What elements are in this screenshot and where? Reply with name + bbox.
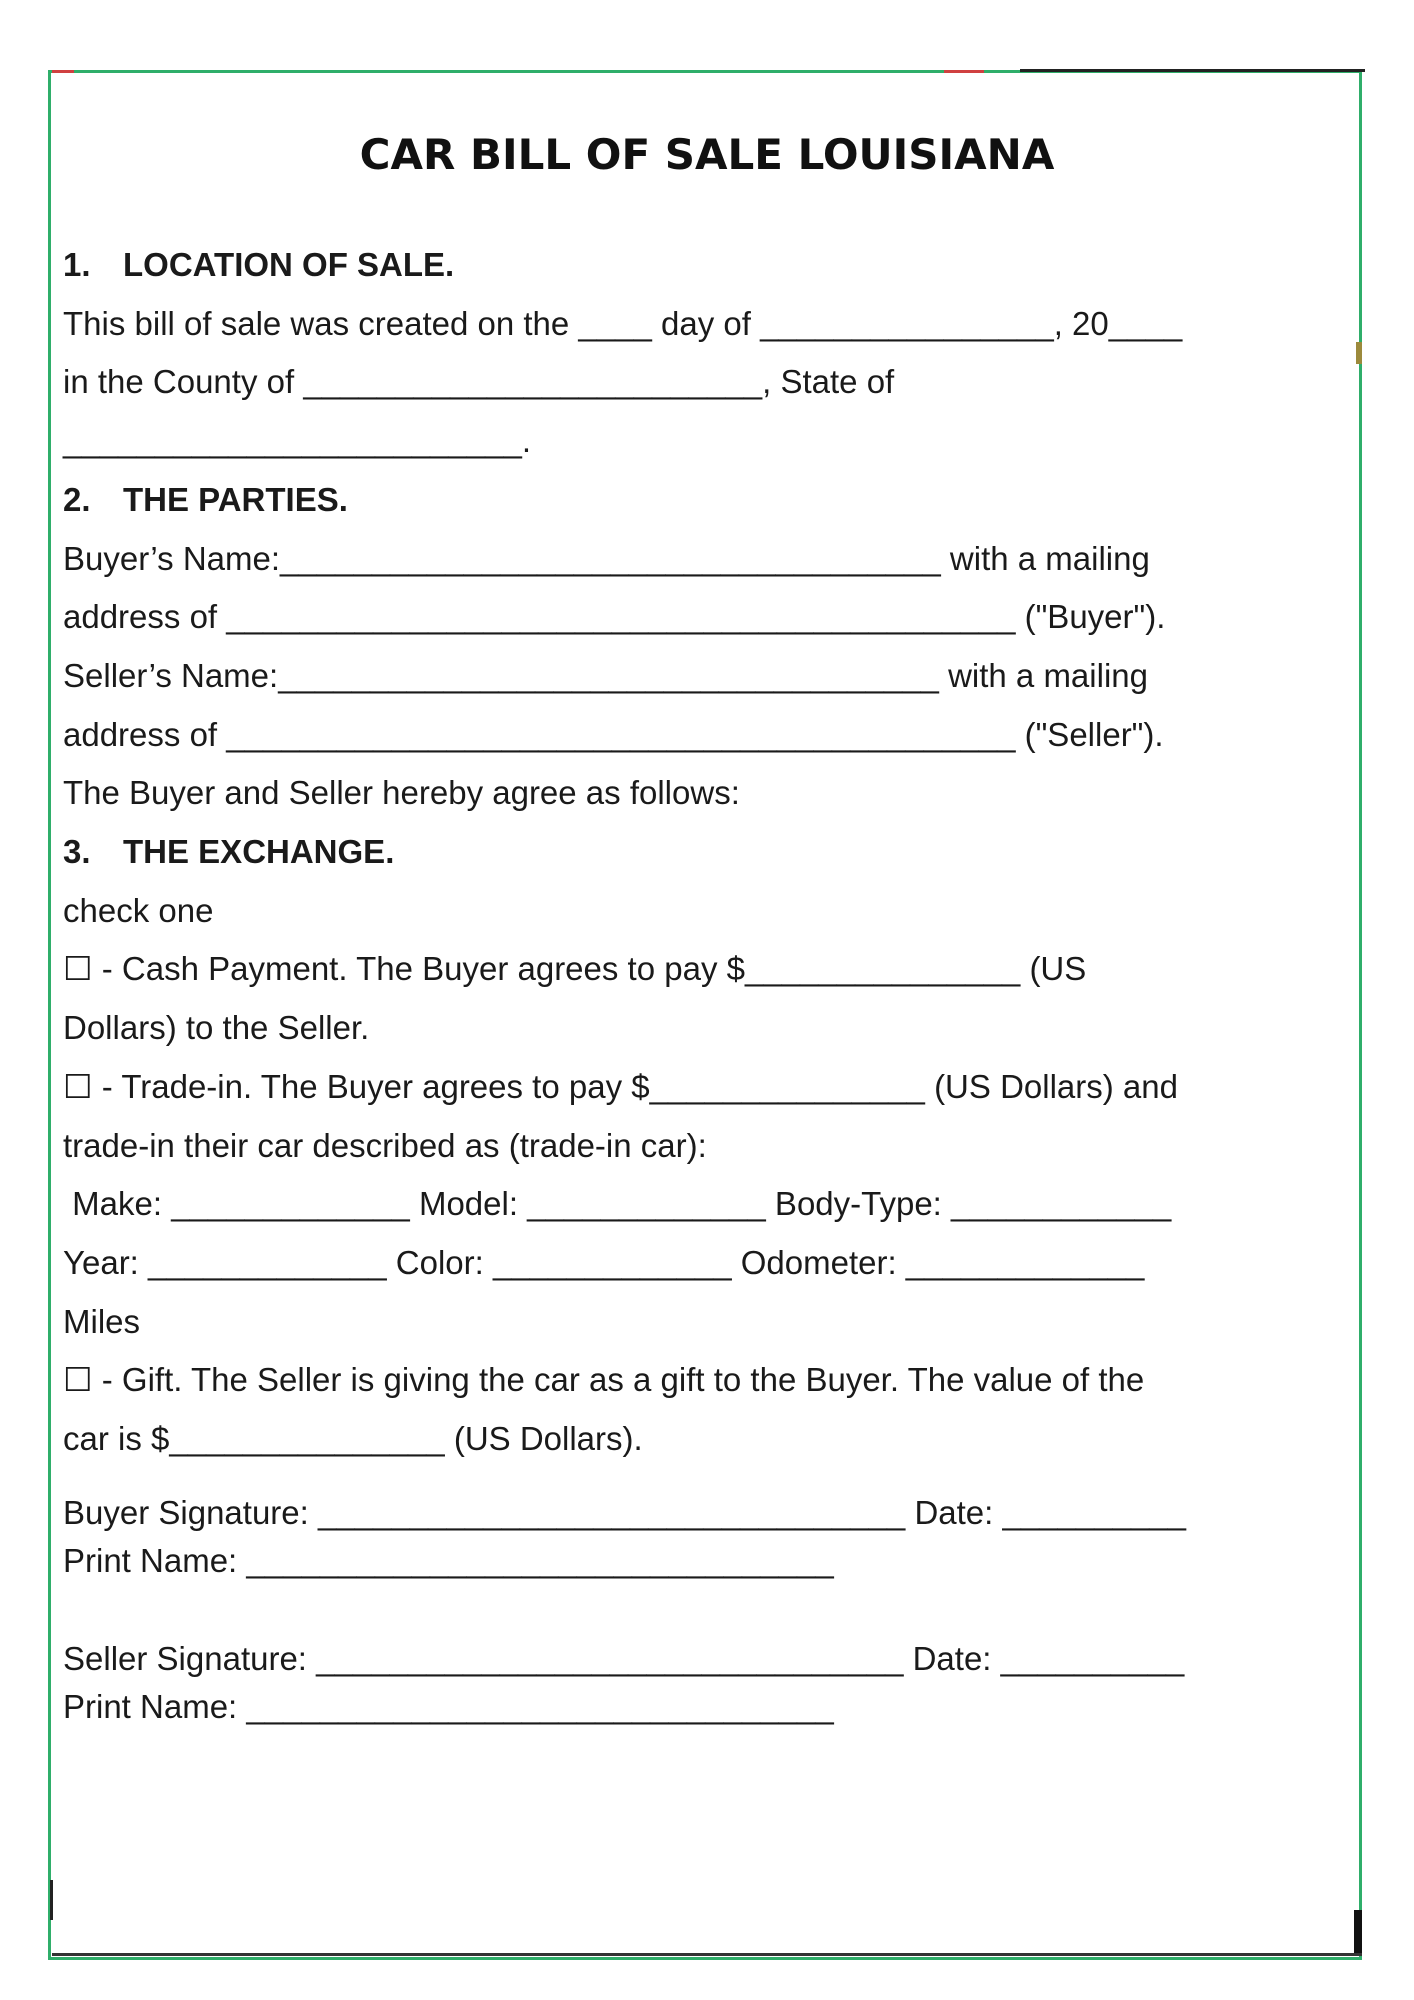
section-number: 1. xyxy=(63,246,91,283)
gift-value-field[interactable]: car is $_______________ (US Dollars). xyxy=(63,1420,643,1458)
location-date-line[interactable]: This bill of sale was created on the ____ day of ________________, 20____ xyxy=(63,304,1183,342)
location-county-line[interactable]: in the County of _________________________, State of xyxy=(63,363,895,401)
trade-in-year-color-odometer-fields[interactable]: Year: _____________ Color: _____________ Odometer: _____________ xyxy=(63,1243,1145,1281)
buyer-name-field[interactable]: Buyer’s Name:____________________________________ with a mailing xyxy=(63,539,1150,577)
trade-in-option[interactable]: ☐ - Trade-in. The Buyer agrees to pay $_______________ (US Dollars) and xyxy=(63,1067,1178,1105)
buyer-print-name-field[interactable]: Print Name: ________________________________ xyxy=(63,1541,834,1579)
trade-in-make-model-fields[interactable]: Make: _____________ Model: _____________ Body-Type: ____________ xyxy=(63,1185,1172,1223)
right-edge-mark xyxy=(1354,1910,1362,1956)
signature-block xyxy=(63,1489,1303,1731)
bottom-edge-line xyxy=(52,1953,1362,1956)
seller-signature-field[interactable]: Seller Signature: ________________________________ Date: __________ xyxy=(63,1639,1185,1677)
seller-name-field[interactable]: Seller’s Name:____________________________________ with a mailing xyxy=(63,656,1148,694)
top-edge-mark xyxy=(52,70,74,73)
document-body xyxy=(63,236,1303,1731)
section-heading-parties xyxy=(63,471,1303,530)
location-state-line[interactable]: _________________________. xyxy=(63,422,531,460)
odometer-unit: Miles xyxy=(63,1302,141,1340)
document-title: CAR BILL OF SALE LOUISIANA xyxy=(359,130,1055,179)
section-title: THE EXCHANGE. xyxy=(123,833,395,871)
cash-payment-continued: Dollars) to the Seller. xyxy=(63,1009,370,1047)
trade-in-description: trade-in their car described as (trade-in car): xyxy=(63,1126,707,1164)
cash-payment-option[interactable]: ☐ - Cash Payment. The Buyer agrees to pay $_______________ (US xyxy=(63,950,1087,988)
gift-option[interactable]: ☐ - Gift. The Seller is giving the car as a gift to the Buyer. The value of the xyxy=(63,1361,1145,1399)
buyer-signature-field[interactable]: Buyer Signature: ________________________________ Date: __________ xyxy=(63,1493,1187,1531)
left-edge-mark xyxy=(50,1880,53,1920)
seller-print-name-field[interactable]: Print Name: ________________________________ xyxy=(63,1687,834,1725)
top-edge-mark xyxy=(944,70,984,73)
agreement-text: The Buyer and Seller hereby agree as follows: xyxy=(63,774,740,812)
right-edge-mark xyxy=(1356,342,1362,364)
section-heading-location xyxy=(63,236,1303,295)
section-number: 3. xyxy=(63,833,91,871)
buyer-address-field[interactable]: address of ___________________________________________ ("Buyer"). xyxy=(63,598,1166,636)
top-edge-line xyxy=(1020,69,1365,72)
seller-address-field[interactable]: address of ___________________________________________ ("Seller"). xyxy=(63,715,1164,753)
section-heading-exchange xyxy=(63,823,1303,882)
section-title: THE PARTIES. xyxy=(123,480,348,518)
section-title: LOCATION OF SALE. xyxy=(123,246,455,283)
check-one-label: check one xyxy=(63,891,214,929)
section-number: 2. xyxy=(63,480,91,518)
